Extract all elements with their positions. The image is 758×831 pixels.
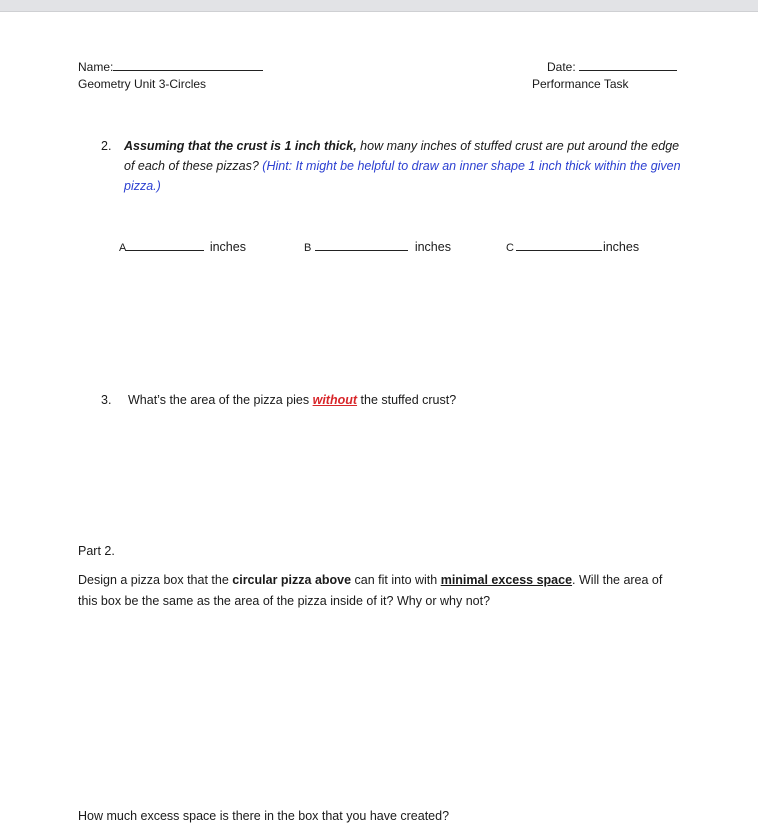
question-3-number: 3.	[101, 393, 112, 407]
answer-c-letter: C	[506, 242, 514, 254]
course-title: Geometry Unit 3-Circles	[78, 77, 207, 91]
question-3-emphasis: without	[312, 393, 358, 407]
part-2-prompt-b: can fit into with	[351, 573, 441, 587]
question-2-number: 2.	[101, 139, 112, 153]
answer-b-unit: inches	[414, 240, 451, 254]
excess-space-question: How much excess space is there in the box that you have created?	[78, 809, 450, 823]
question-3-after: the stuffed crust?	[357, 393, 457, 407]
question-2-text: how many inches of stuffed crust are put around the edge of each of these pizzas?	[124, 139, 680, 173]
name-blank	[113, 59, 263, 71]
date-blank	[579, 59, 677, 71]
question-2-bold-lead: Assuming that the crust is 1 inch thick,	[124, 139, 357, 153]
answer-c	[506, 239, 639, 256]
answer-a-unit: inches	[209, 240, 246, 254]
date-label: Date:	[547, 60, 576, 74]
part-2-heading: Part 2.	[78, 544, 115, 558]
part-2-prompt-a: Design a pizza box that the	[78, 573, 233, 587]
question-2-hint: (Hint: It might be helpful to draw an inner shape 1 inch thick within the given pizza.)	[124, 159, 681, 193]
answer-b	[304, 239, 451, 256]
part-2-prompt-bold: circular pizza above	[232, 573, 352, 587]
question-3-before: What’s the area of the pizza pies	[128, 393, 313, 407]
task-title: Performance Task	[532, 77, 629, 91]
answer-a	[119, 239, 246, 256]
answer-b-letter: B	[304, 242, 312, 254]
answer-a-letter: A	[119, 242, 127, 254]
name-line	[78, 59, 263, 75]
answer-c-unit: inches	[602, 240, 640, 254]
part-2-prompt-bold-underline: minimal excess space	[440, 573, 573, 587]
viewer-top-bar	[0, 0, 758, 12]
part-2-prompt-c: . Will the area of this box be the same as the area of the pizza inside of it? Why or why not?	[78, 573, 663, 608]
answer-a-blank	[126, 239, 204, 251]
date-line	[547, 59, 677, 75]
part-2-prompt	[78, 570, 683, 612]
question-2-body	[124, 136, 691, 196]
question-3	[101, 392, 456, 408]
question-2	[101, 136, 691, 196]
answer-c-blank	[516, 239, 602, 251]
answer-b-blank	[315, 239, 408, 251]
name-label: Name:	[78, 60, 114, 74]
